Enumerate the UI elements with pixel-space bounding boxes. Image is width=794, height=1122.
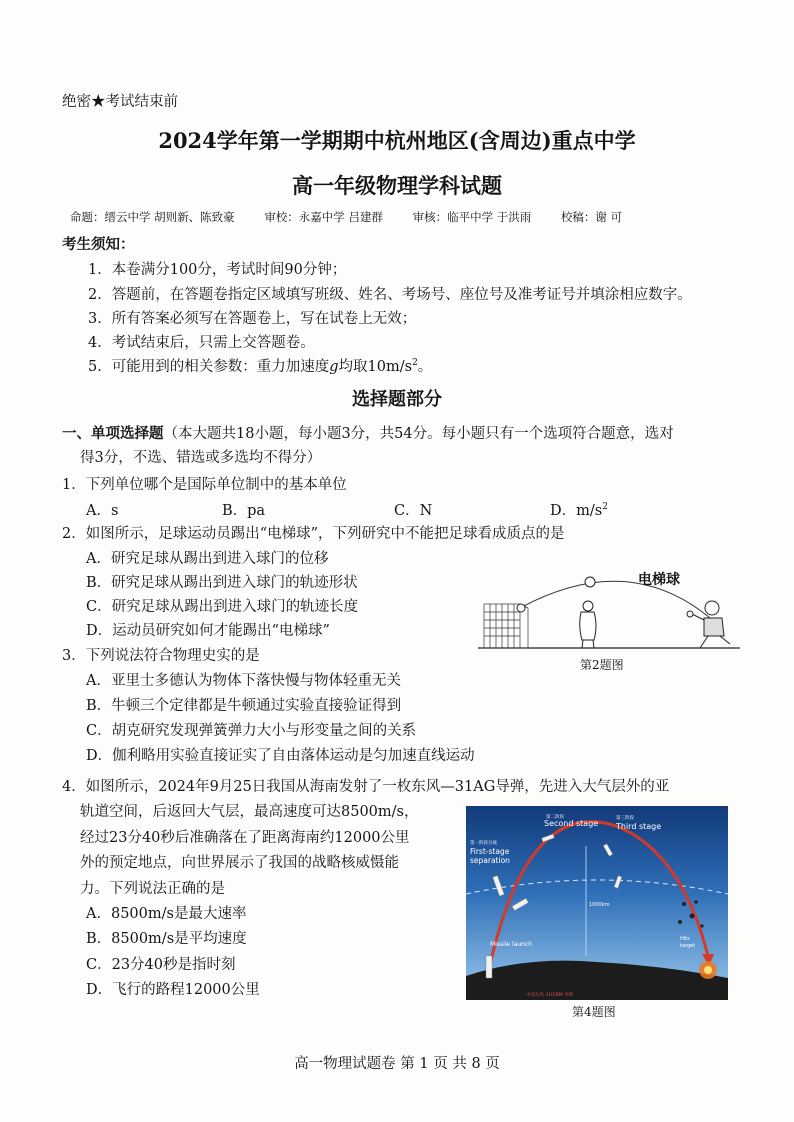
q4-option-d: D．飞行的路程12000公里: [86, 982, 260, 998]
author-proofreader: 校稿：谢 可: [560, 210, 623, 224]
q2-option-a: A．研究足球从踢出到进入球门的位移: [86, 551, 329, 567]
label-third-stage: Third stage: [616, 822, 662, 831]
ball-icon: [517, 604, 525, 612]
gravity-value: 均取10m/s: [338, 359, 413, 375]
q2-option-c: C．研究足球从踢出到进入球门的轨迹长度: [86, 599, 359, 615]
label-first-stage: First-stage: [470, 847, 510, 856]
q2-option-d: D．运动员研究如何才能踢出“电梯球”: [86, 623, 330, 639]
label-source: 中国东风 31ICBM 导弹: [526, 993, 574, 998]
figure-2-label: 电梯球: [638, 571, 680, 587]
q1-option-c: C．N: [394, 503, 433, 519]
period: 。: [417, 359, 433, 375]
q3-option-a: A．亚里士多德认为物体下落快慢与物体轻重无关: [86, 673, 401, 689]
label-second-stage: Second stage: [544, 819, 599, 828]
label-first-cn: 第一阶段分离: [470, 841, 497, 846]
q3-option-c: C．胡克研究发现弹簧弹力大小与形变量之间的关系: [86, 723, 417, 739]
part-instructions: [62, 422, 674, 443]
q4-option-c: C．23分40秒是指时刻: [86, 957, 236, 973]
exam-title: 2024学年第一学期期中杭州地区(含周边)重点中学: [158, 128, 636, 153]
notice-item: 3．所有答案必须写在答题卷上，写在试卷上无效；: [88, 311, 417, 327]
label-hits: Hits: [680, 936, 690, 942]
figure-2-elevator-ball: [478, 568, 740, 652]
gravity-symbol: g: [329, 359, 339, 375]
label-third-cn: 第三阶段: [616, 816, 634, 821]
trajectory-curve: [520, 581, 710, 618]
q3-option-b: B．牛顿三个定律都是牛顿通过实验直接验证得到: [86, 698, 402, 714]
figure-2-caption: 第2题图: [580, 658, 624, 672]
section-title: 选择题部分: [352, 389, 442, 410]
label-separation: separation: [470, 856, 510, 865]
gravity-exponent: 2: [412, 358, 418, 369]
label-missile-launch: Missile launch: [490, 941, 533, 948]
notice-heading: 考生须知：: [62, 236, 135, 253]
part-desc-cont: 得3分，不选、错选或多选均不得分）: [80, 450, 322, 466]
author-proposer: 命题：缙云中学 胡则新、陈致豪: [70, 210, 235, 224]
question-4-stem-line: 轨道空间，后返回大气层，最高速度可达8500m/s，: [80, 804, 419, 820]
question-4-stem-line: 经过23分40秒后准确落在了距离海南约12000公里: [80, 830, 410, 846]
q1-option-d: [550, 499, 608, 520]
notice-item: 2．答题前，在答题卷指定区域填写班级、姓名、考场号、座位号及准考证号并填涂相应数字。: [88, 287, 692, 303]
exam-subtitle: 高一年级物理学科试题: [292, 173, 502, 198]
notice-item-5: [88, 355, 432, 376]
figure-4-caption: 第4题图: [572, 1005, 616, 1019]
q1-option-b: B．pa: [222, 503, 266, 519]
question-4-stem-line: 外的预定地点，向世界展示了我国的战略核威慑能: [80, 855, 399, 871]
q1-option-a: A．s: [86, 503, 119, 519]
q2-option-b: B．研究足球从踢出到进入球门的轨迹形状: [86, 575, 358, 591]
q1-option-d-exponent: 2: [602, 502, 608, 513]
height-label: 1000km: [589, 902, 610, 908]
question-4-stem: 4．如图所示，2024年9月25日我国从海南发射了一枚东风—31AG导弹，先进入大气层外的亚: [62, 779, 670, 795]
question-3-stem: 3．下列说法符合物理史实的是: [62, 648, 260, 664]
defender-figure-icon: [580, 577, 596, 648]
author-reviewer: 审校：永嘉中学 吕建群: [264, 210, 383, 224]
part-desc: （本大题共18小题，每小题3分，共54分。每小题只有一个选项符合题意，选对: [163, 426, 674, 442]
confidential-mark: 绝密★考试结束前: [62, 94, 178, 110]
part-label: 一、单项选择题: [62, 425, 164, 442]
q4-option-b: B．8500m/s是平均速度: [86, 931, 247, 947]
question-1-stem: 1．下列单位哪个是国际单位制中的基本单位: [62, 477, 347, 493]
author-auditor: 审核：临平中学 于洪雨: [412, 210, 532, 224]
kicker-figure-icon: [687, 601, 730, 648]
notice-item: 4．考试结束后，只需上交答题卷。: [88, 335, 315, 351]
notice-item: 1．本卷满分100分，考试时间90分钟；: [88, 262, 347, 278]
question-2-stem: 2．如图所示，足球运动员踢出“电梯球”，下列研究中不能把足球看成质点的是: [62, 526, 565, 542]
label-second-cn: 第二阶段: [546, 815, 564, 820]
q3-option-d: D．伽利略用实验直接证实了自由落体运动是匀加速直线运动: [86, 748, 475, 764]
page-footer: 高一物理试题卷 第 1 页 共 8 页: [294, 1056, 500, 1072]
author-line: [70, 209, 648, 225]
label-target: target: [680, 943, 696, 949]
notice-item-text: 5．可能用到的相关参数：重力加速度: [88, 359, 330, 375]
q4-option-a: A．8500m/s是最大速率: [86, 906, 247, 922]
q1-option-d-text: D．m/s: [550, 503, 603, 519]
explosion-icon: [699, 961, 717, 979]
question-4-stem-line: 力。下列说法正确的是: [80, 881, 225, 897]
figure-4-missile-trajectory: [466, 806, 728, 1000]
